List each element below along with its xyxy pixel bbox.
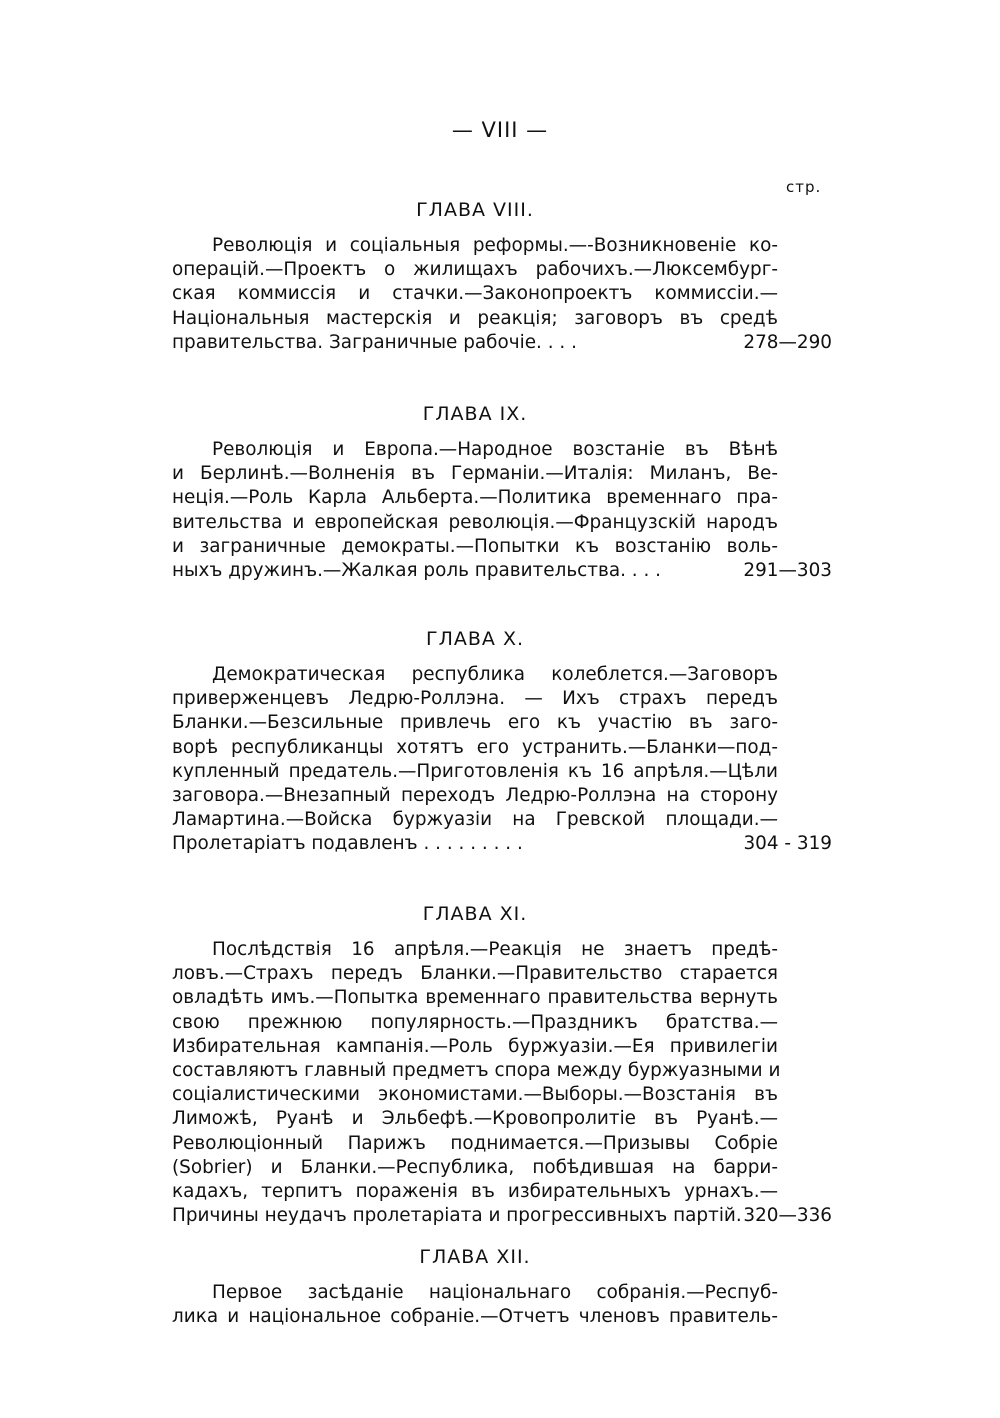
chapter-ix xyxy=(172,400,832,583)
chapter-summary xyxy=(172,663,832,857)
summary-line: ловъ.—Страхъ передъ Бланки.—Правительство старается xyxy=(172,963,778,985)
page-range: 304 - 319 xyxy=(743,833,832,855)
summary-line: и заграничные демократы.—Попытки къ возстанію воль- xyxy=(172,535,778,557)
chapter-summary xyxy=(172,938,832,1228)
summary-line-text: Пролетаріатъ подавленъ . . . . . . . . . xyxy=(172,833,523,855)
summary-line: овладѣть имъ.—Попытка временнаго правительства вернуть xyxy=(172,987,778,1009)
summary-line: (Sobrier) и Бланки.—Республика, побѣдившая на барри- xyxy=(172,1156,778,1178)
page-range: 278—290 xyxy=(743,331,832,353)
summary-line: операцій.—Проектъ о жилищахъ рабочихъ.—Люксембург- xyxy=(172,259,778,281)
chapter-title: ГЛАВА XI. xyxy=(422,903,528,925)
summary-line: соціалистическими экономистами.—Выборы.—Возстанія въ xyxy=(172,1084,778,1106)
chapter-title: ГЛАВА VIII. xyxy=(416,199,534,221)
summary-line: Послѣдствія 16 апрѣля.—Реакція не знаетъ предѣ- xyxy=(212,939,778,960)
summary-line: Бланки.—Безсильные привлечь его къ участію въ заго- xyxy=(172,712,778,734)
summary-line-text: Причины неудачъ пролетаріата и прогрессивныхъ партій. xyxy=(172,1205,742,1227)
chapter-summary xyxy=(172,438,832,583)
summary-line: составляютъ главный предметъ спора между буржуазными и xyxy=(172,1059,781,1081)
chapter-xii xyxy=(172,1243,778,1329)
summary-line: Революція и Европа.—Народное возстаніе въ Вѣнѣ xyxy=(212,439,778,460)
chapter-title: ГЛАВА X. xyxy=(426,628,524,650)
summary-line-last xyxy=(172,832,832,856)
summary-line: Избирательная кампанія.—Роль буржуазіи.—Ея привилегіи xyxy=(172,1035,778,1057)
summary-line: Первое засѣданіе національнаго собранія.—Респуб- xyxy=(212,1282,778,1303)
page-column-label: стр. xyxy=(786,178,822,196)
summary-line: и Берлинѣ.—Волненія въ Германіи.—Италія: Миланъ, Ве- xyxy=(172,463,778,485)
summary-line: Ламартина.—Войска буржуазіи на Гревской площади.— xyxy=(172,809,778,831)
summary-line-last xyxy=(172,559,832,583)
chapter-xi xyxy=(172,900,832,1228)
summary-line: Лиможѣ, Руанѣ и Эльбефѣ.—Кровопролитіе въ Руанѣ.— xyxy=(172,1108,778,1130)
summary-line: лика и національное собраніе.—Отчетъ членовъ правитель- xyxy=(172,1306,778,1328)
running-head: — VIII — xyxy=(451,118,549,142)
summary-line: приверженцевъ Ледрю-Роллэна. — Ихъ страхъ передъ xyxy=(172,688,778,710)
chapter-viii xyxy=(172,196,832,355)
chapter-title: ГЛАВА XII. xyxy=(419,1246,531,1268)
chapter-title: ГЛАВА IX. xyxy=(422,403,528,425)
chapter-summary xyxy=(172,234,832,355)
summary-line: ская коммиссія и стачки.—Законопроектъ коммиссіи.— xyxy=(172,283,778,305)
chapter-summary xyxy=(172,1281,778,1329)
summary-line: свою прежнюю популярность.—Праздникъ братства.— xyxy=(172,1011,778,1033)
page-range: 291—303 xyxy=(743,559,832,581)
summary-line: Демократическая республика колеблется.—Заговоръ xyxy=(212,664,778,685)
page-range: 320—336 xyxy=(743,1205,832,1227)
summary-line: кадахъ, терпитъ пораженія въ избирательныхъ урнахъ.— xyxy=(172,1180,778,1202)
summary-line-last xyxy=(172,1204,832,1228)
summary-line-text: ныхъ дружинъ.—Жалкая роль правительства. . . . xyxy=(172,559,662,581)
summary-line: вительства и европейская революція.—Французскій народъ xyxy=(172,511,778,533)
summary-line: Революціонный Парижъ поднимается.—Призывы Собріе xyxy=(172,1132,778,1154)
chapter-x xyxy=(172,625,832,857)
summary-line: заговора.—Внезапный переходъ Ледрю-Роллэна на сторону xyxy=(172,784,778,806)
summary-line-text: правительства. Заграничные рабочіе. . . . xyxy=(172,331,577,353)
summary-line: купленный предатель.—Приготовленія къ 16 апрѣля.—Цѣли xyxy=(172,760,778,782)
summary-line: Революція и соціальныя реформы.—-Возникновеніе ко- xyxy=(212,235,778,256)
summary-line-last xyxy=(172,331,832,355)
summary-line: ворѣ республиканцы хотятъ его устранить.—Бланки—под- xyxy=(172,736,778,758)
summary-line: Національныя мастерскія и реакція; заговоръ въ средѣ xyxy=(172,307,778,329)
summary-line: неція.—Роль Карла Альберта.—Политика временнаго пра- xyxy=(172,487,778,509)
